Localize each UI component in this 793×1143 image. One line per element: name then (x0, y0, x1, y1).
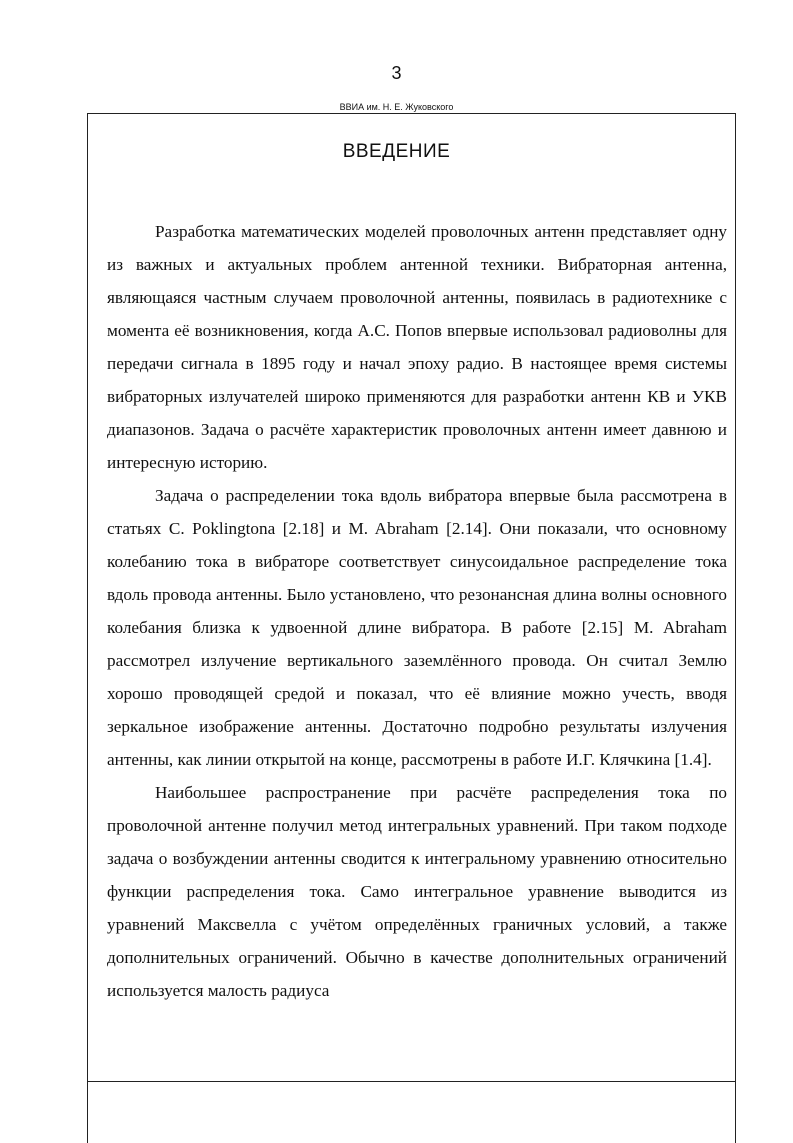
section-title: ВВЕДЕНИЕ (342, 141, 451, 162)
paragraph: Задача о распределении тока вдоль вибратора впервые была рассмотрена в статьях C. Poklingtona [2.18] и M. Abraham [2.14]. Они показали, что основному колебанию тока в вибраторе соответствует синусоидальное распределение тока вдоль провода антенны. Было установлено, что резонансная длина волны основного колебания близка к удвоенной длине вибратора. В работе [2.15] M. Abraham рассмотрел излучение вертикального заземлённого провода. Он считал Землю хорошо проводящей средой и показал, что её влияние можно учесть, вводя зеркальное изображение антенны. Достаточно подробно результаты излучения антенны, как линии открытой на конце, рассмотрены в работе И.Г. Клячкина [1.4]. (107, 486, 727, 769)
paragraph: Наибольшее распространение при расчёте распределения тока по проволочной антенне получил метод интегральных уравнений. При таком подходе задача о возбуждении антенны сводится к интегральному уравнению относительно функции распределения тока. Само интегральное уравнение выводится из уравнений Максвелла с учётом определённых граничных условий, а также дополнительных ограничений. Обычно в качестве дополнительных ограничений используется малость радиуса (107, 783, 727, 1000)
paragraph: Разработка математических моделей проволочных антенн представляет одну из важных и актуальных проблем антенной техники. Вибраторная антенна, являющаяся частным случаем проволочной антенны, появилась в радиотехнике с момента её возникновения, когда А.С. Попов впервые использовал радиоволны для передачи сигнала в 1895 году и начал эпоху радио. В настоящее время системы вибраторных излучателей широко применяются для разработки антенн КВ и УКВ диапазонов. Задача о расчёте характеристик проволочных антенн имеет давнюю и интересную историю. (107, 222, 727, 472)
running-header: ВВИА им. Н. Е. Жуковского (339, 102, 454, 112)
body-text (107, 215, 727, 1007)
bottom-rule (87, 1081, 736, 1082)
page-number: 3 (391, 63, 402, 83)
